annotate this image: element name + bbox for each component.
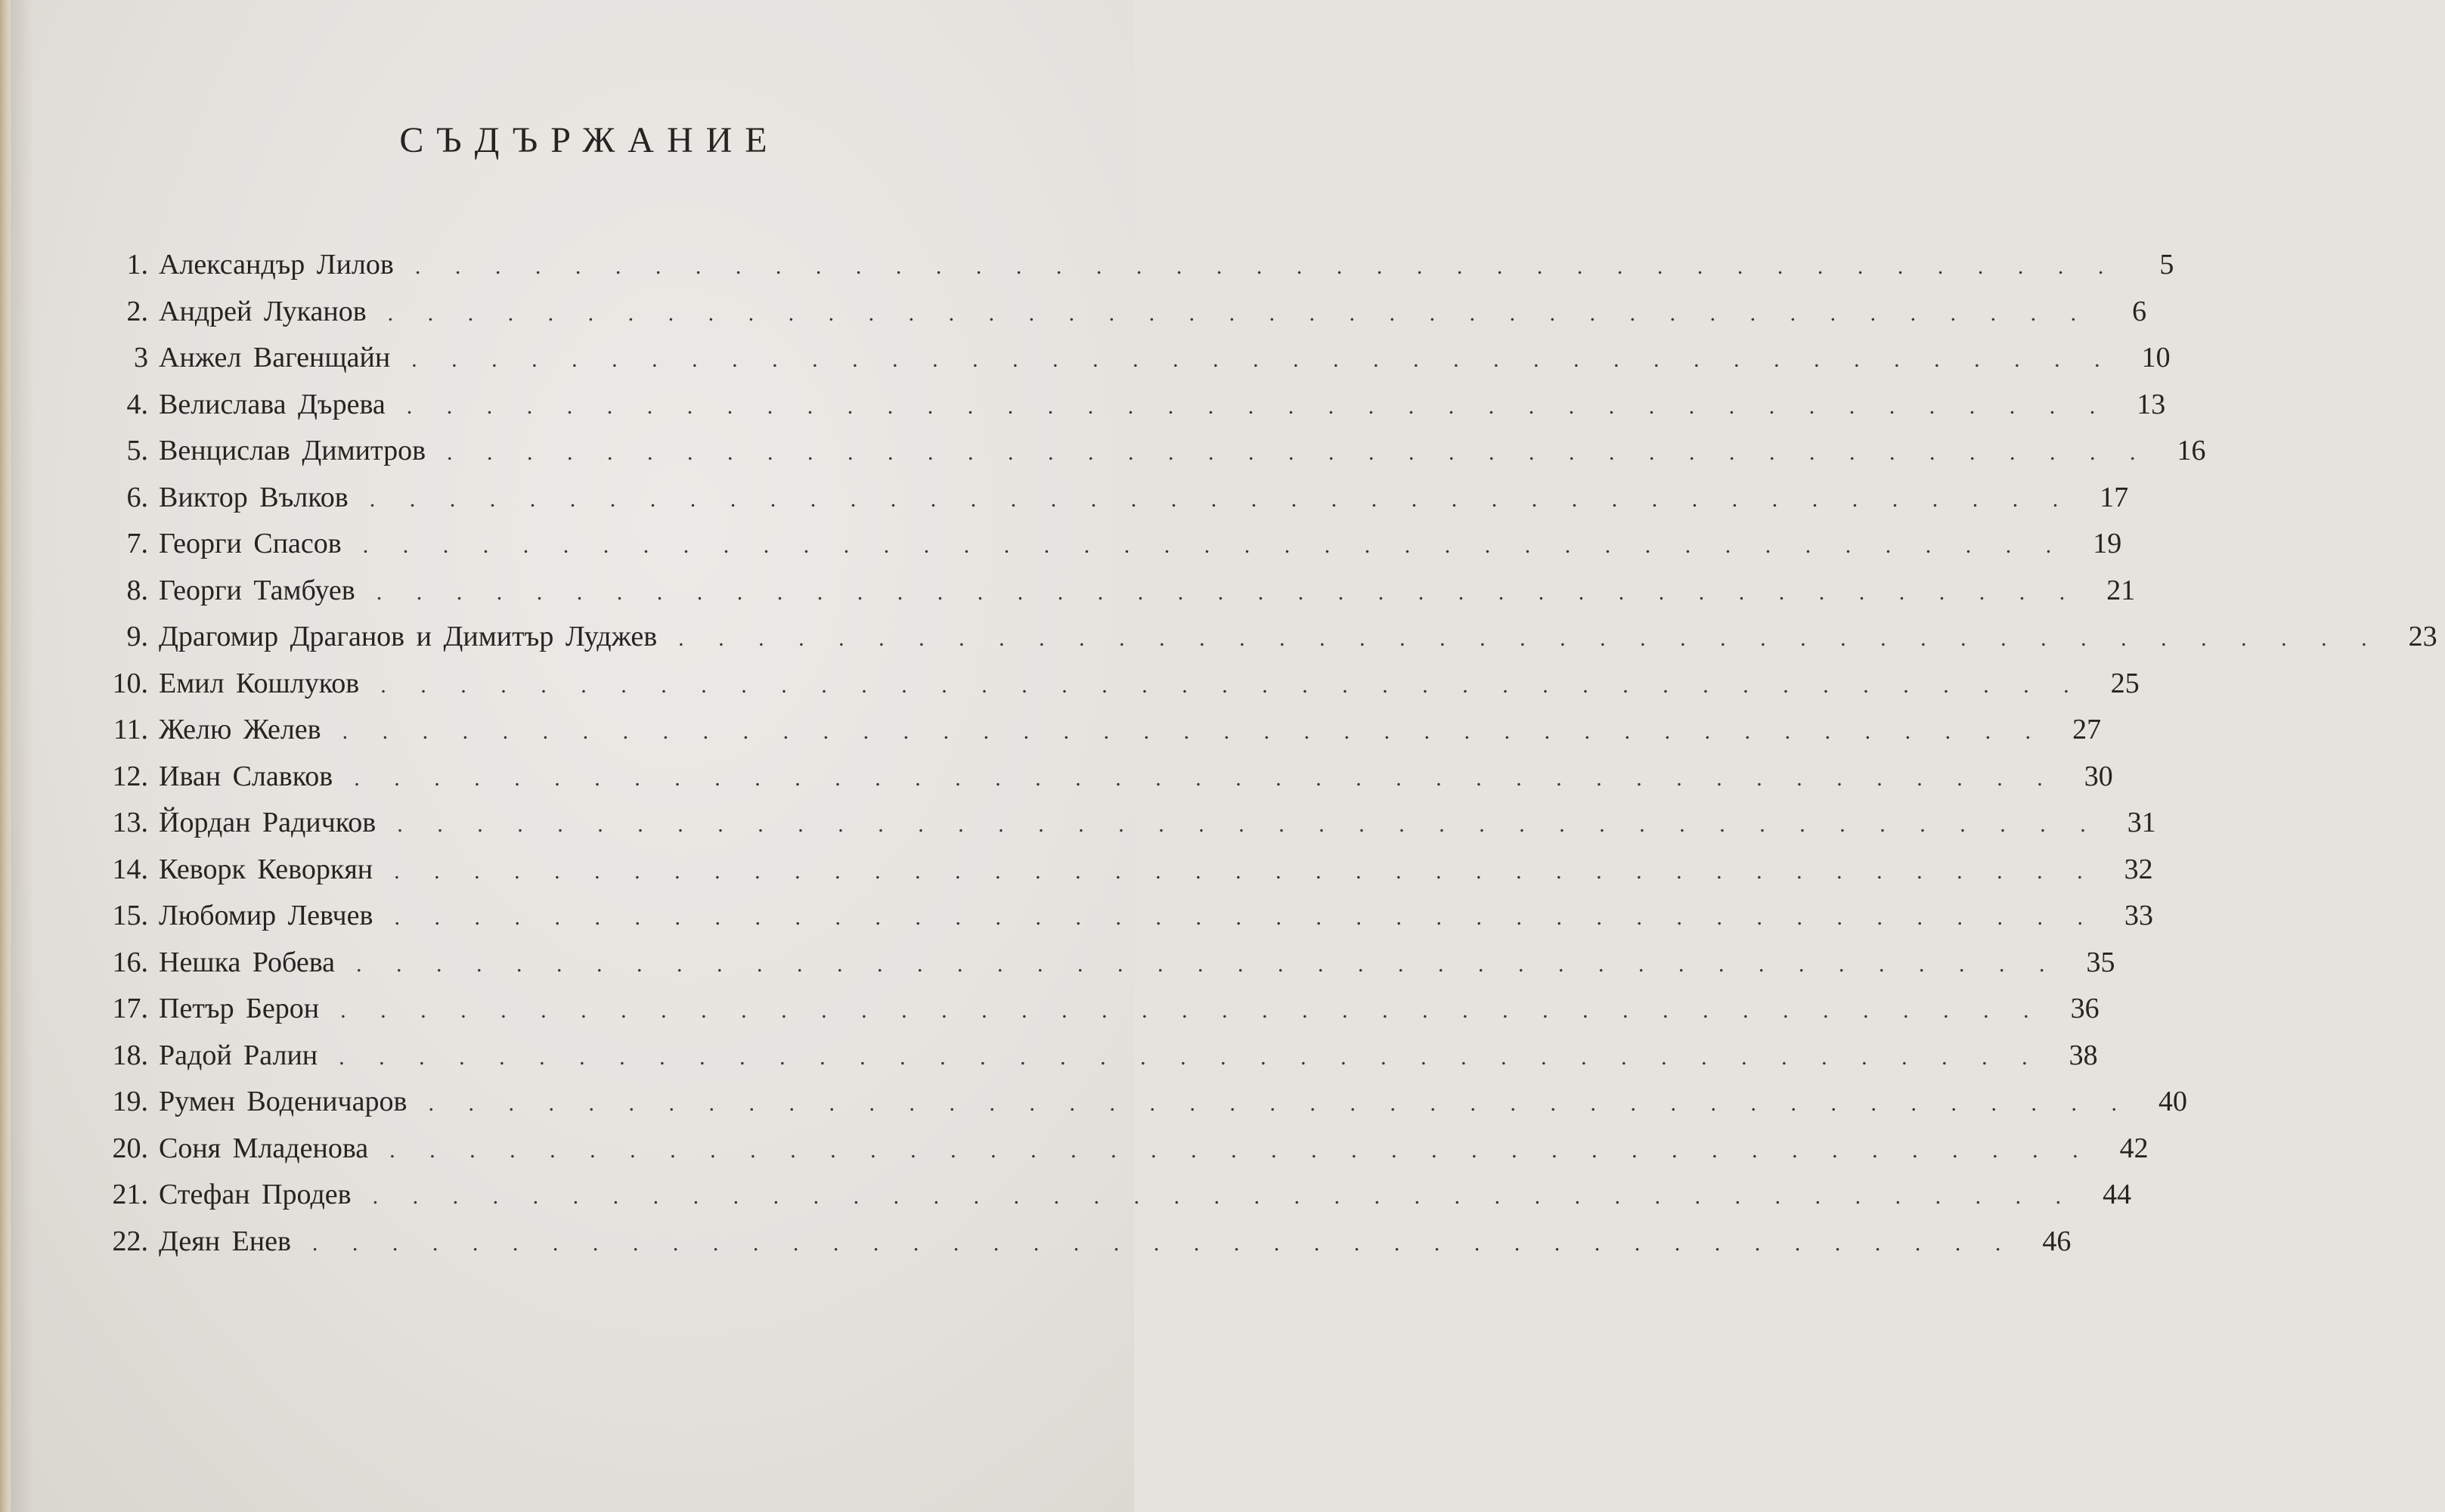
toc-entry <box>106 1079 2187 1126</box>
toc-entry <box>106 568 2136 615</box>
toc-entry <box>106 289 2147 336</box>
entry-name: Георги Спасов <box>159 528 342 559</box>
toc-entry <box>106 847 2153 894</box>
entry-name: Анжел Вагенщайн <box>159 342 391 373</box>
toc-entry <box>106 754 2113 801</box>
dot-leader: . . . . . . . . . . . . . . . . . . . . . . . . . . . . . . . . . . . . . . . . . . . <box>362 533 2066 558</box>
entry-name: Соня Младенова <box>159 1132 369 1164</box>
toc-entry <box>106 1126 2149 1173</box>
entry-page-number: 40 <box>2158 1086 2187 1117</box>
entry-page-number: 17 <box>2099 481 2129 513</box>
table-of-contents <box>106 242 2437 1265</box>
entry-number: 9. <box>126 621 148 652</box>
entry-number: 20. <box>112 1132 148 1164</box>
toc-entry <box>106 521 2122 568</box>
entry-number: 13. <box>112 807 148 838</box>
entry-page-number: 35 <box>2086 946 2115 978</box>
entry-page-number: 30 <box>2084 760 2113 792</box>
entry-page-number: 38 <box>2068 1039 2098 1071</box>
dot-leader: . . . . . . . . . . . . . . . . . . . . . . . . . . . . . . . . . . . . . . . . . . . <box>369 486 2073 512</box>
entry-name: Венцислав Димитров <box>159 435 426 466</box>
toc-entry <box>106 1033 2098 1080</box>
toc-entry <box>106 893 2153 940</box>
entry-number: 22. <box>112 1225 148 1257</box>
toc-entry <box>106 1172 2132 1219</box>
entry-number: 17. <box>112 993 148 1024</box>
entry-name: Кеворк Кеворкян <box>159 853 373 885</box>
entry-name: Драгомир Драганов и Димитър Луджев <box>159 621 658 652</box>
fold-shadow <box>11 0 33 1512</box>
entry-page-number: 16 <box>2177 435 2206 466</box>
dot-leader: . . . . . . . . . . . . . . . . . . . . . . . . . . . . . . . . . . . . . . . . . . . <box>354 765 2057 791</box>
page-edge <box>0 0 11 1512</box>
dot-leader: . . . . . . . . . . . . . . . . . . . . . . . . . . . . . . . . . . . . . . . . . . . <box>311 1230 2016 1256</box>
toc-entry <box>106 242 2174 289</box>
entry-page-number: 32 <box>2124 853 2153 885</box>
dot-leader: . . . . . . . . . . . . . . . . . . . . . . . . . . . . . . . . . . . . . . . . . . . <box>342 719 2046 744</box>
entry-number: 11. <box>113 714 148 745</box>
dot-leader: . . . . . . . . . . . . . . . . . . . . . . . . . . . . . . . . . . . . . . . . . . . <box>414 254 2118 279</box>
entry-page-number: 42 <box>2119 1132 2149 1164</box>
dot-leader: . . . . . . . . . . . . . . . . . . . . . . . . . . . . . . . . . . . . . . . . . . . <box>380 672 2084 698</box>
entry-page-number: 27 <box>2072 714 2102 745</box>
dot-leader: . . . . . . . . . . . . . . . . . . . . . . . . . . . . . . . . . . . . . . . . . . . <box>394 858 2097 884</box>
entry-name: Деян Енев <box>159 1225 291 1257</box>
page-title: СЪДЪРЖАНИЕ <box>399 120 780 160</box>
toc-entry <box>106 940 2115 987</box>
entry-number: 2. <box>126 295 148 327</box>
entry-page-number: 33 <box>2124 900 2153 931</box>
entry-name: Стефан Продев <box>159 1179 352 1210</box>
entry-number: 21. <box>112 1179 148 1210</box>
entry-page-number: 46 <box>2042 1225 2072 1257</box>
entry-page-number: 36 <box>2070 993 2099 1024</box>
entry-number: 4. <box>126 388 148 420</box>
toc-entry <box>106 335 2171 382</box>
entry-name: Виктор Вълков <box>159 481 349 513</box>
entry-number: 19. <box>112 1086 148 1117</box>
toc-entry <box>106 707 2102 754</box>
toc-entry <box>106 986 2099 1033</box>
toc-entry <box>106 1219 2072 1266</box>
dot-leader: . . . . . . . . . . . . . . . . . . . . . . . . . . . . . . . . . . . . . . . . . . . <box>678 626 2381 651</box>
toc-entry <box>106 475 2129 522</box>
entry-number: 1. <box>126 249 148 280</box>
entry-name: Румен Воденичаров <box>159 1086 408 1117</box>
entry-page-number: 44 <box>2103 1179 2132 1210</box>
dot-leader: . . . . . . . . . . . . . . . . . . . . . . . . . . . . . . . . . . . . . . . . . . . <box>406 393 2110 419</box>
entry-number: 12. <box>112 760 148 792</box>
dot-leader: . . . . . . . . . . . . . . . . . . . . . . . . . . . . . . . . . . . . . . . . . . . <box>428 1091 2131 1116</box>
dot-leader: . . . . . . . . . . . . . . . . . . . . . . . . . . . . . . . . . . . . . . . . . . . <box>397 812 2100 837</box>
entry-name: Радой Ралин <box>159 1039 318 1071</box>
entry-number: 18. <box>112 1039 148 1071</box>
entry-number: 7. <box>126 528 148 559</box>
entry-page-number: 19 <box>2093 528 2122 559</box>
entry-number: 16. <box>112 946 148 978</box>
dot-leader: . . . . . . . . . . . . . . . . . . . . . . . . . . . . . . . . . . . . . . . . . . . <box>340 998 2044 1023</box>
entry-name: Иван Славков <box>159 760 333 792</box>
entry-page-number: 21 <box>2106 574 2136 606</box>
dot-leader: . . . . . . . . . . . . . . . . . . . . . . . . . . . . . . . . . . . . . . . . . . . <box>376 579 2080 605</box>
entry-name: Йордан Радичков <box>159 807 377 838</box>
entry-name: Нешка Робева <box>159 946 336 978</box>
entry-name: Велислава Дърева <box>159 388 386 420</box>
dot-leader: . . . . . . . . . . . . . . . . . . . . . . . . . . . . . . . . . . . . . . . . . . . <box>394 905 2097 930</box>
entry-number: 3 <box>134 342 148 373</box>
entry-name: Желю Желев <box>159 714 321 745</box>
dot-leader: . . . . . . . . . . . . . . . . . . . . . . . . . . . . . . . . . . . . . . . . . . . <box>372 1184 2076 1209</box>
entry-page-number: 31 <box>2127 807 2156 838</box>
entry-page-number: 23 <box>2408 621 2437 652</box>
toc-entry <box>106 800 2156 847</box>
dot-leader: . . . . . . . . . . . . . . . . . . . . . . . . . . . . . . . . . . . . . . . . . . . <box>411 347 2115 372</box>
dot-leader: . . . . . . . . . . . . . . . . . . . . . . . . . . . . . . . . . . . . . . . . . . . <box>447 440 2150 465</box>
entry-page-number: 25 <box>2110 667 2140 699</box>
entry-number: 15. <box>112 900 148 931</box>
toc-entry <box>106 614 2437 661</box>
entry-name: Емил Кошлуков <box>159 667 360 699</box>
dot-leader: . . . . . . . . . . . . . . . . . . . . . . . . . . . . . . . . . . . . . . . . . . . <box>387 300 2091 326</box>
toc-entry <box>106 428 2206 475</box>
entry-name: Андрей Луканов <box>159 295 367 327</box>
entry-page-number: 5 <box>2159 249 2174 280</box>
entry-number: 14. <box>112 853 148 885</box>
entry-name: Петър Берон <box>159 993 320 1024</box>
entry-number: 5. <box>126 435 148 466</box>
toc-entry <box>106 382 2166 429</box>
dot-leader: . . . . . . . . . . . . . . . . . . . . . . . . . . . . . . . . . . . . . . . . . . . <box>339 1044 2042 1070</box>
entry-page-number: 6 <box>2132 295 2147 327</box>
entry-page-number: 10 <box>2141 342 2171 373</box>
entry-number: 8. <box>126 574 148 606</box>
dot-leader: . . . . . . . . . . . . . . . . . . . . . . . . . . . . . . . . . . . . . . . . . . . <box>389 1137 2093 1163</box>
entry-name: Любомир Левчев <box>159 900 373 931</box>
dot-leader: . . . . . . . . . . . . . . . . . . . . . . . . . . . . . . . . . . . . . . . . . . . <box>356 951 2059 977</box>
entry-page-number: 13 <box>2137 388 2166 420</box>
entry-name: Александър Лилов <box>159 249 394 280</box>
toc-entry <box>106 661 2140 708</box>
entry-name: Георги Тамбуев <box>159 574 355 606</box>
entry-number: 10. <box>112 667 148 699</box>
entry-number: 6. <box>126 481 148 513</box>
